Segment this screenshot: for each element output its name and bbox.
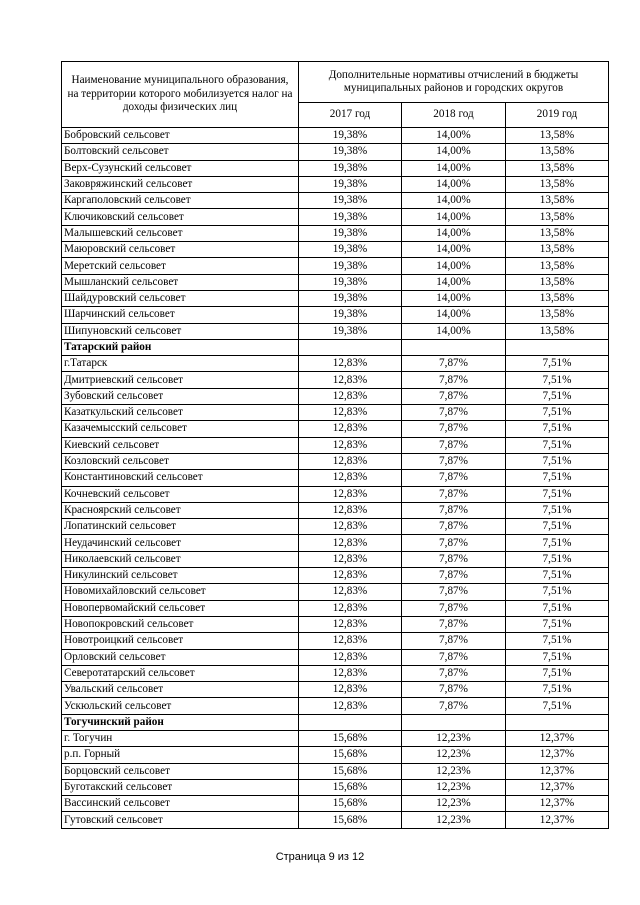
norm-value-2017: 12,83% [299, 551, 402, 567]
norm-value-2017: 12,83% [299, 453, 402, 469]
table-header [62, 62, 609, 128]
norm-value-2019: 7,51% [506, 535, 609, 551]
header-year-2017: 2017 год [299, 103, 402, 128]
table-row [62, 160, 609, 176]
table-row [62, 519, 609, 535]
municipality-name: Буготакский сельсовет [62, 779, 299, 795]
table-row [62, 128, 609, 144]
table-row [62, 290, 609, 306]
table-row [62, 600, 609, 616]
norm-value-2018: 7,87% [402, 535, 506, 551]
norm-value-2018: 7,87% [402, 519, 506, 535]
norm-value-2018: 7,87% [402, 470, 506, 486]
municipality-name: Лопатинский сельсовет [62, 519, 299, 535]
norm-value-2017: 12,83% [299, 421, 402, 437]
norm-value-2019: 7,51% [506, 649, 609, 665]
norm-value-2017: 12,83% [299, 470, 402, 486]
norm-value-2019: 7,51% [506, 405, 609, 421]
municipality-name: Мышланский сельсовет [62, 274, 299, 290]
norm-value-2017: 19,38% [299, 225, 402, 241]
table-row [62, 372, 609, 388]
norm-value-2018: 7,87% [402, 356, 506, 372]
municipality-name: Каргаполовский сельсовет [62, 193, 299, 209]
norm-value-2018: 14,00% [402, 193, 506, 209]
norm-value-2017: 12,83% [299, 665, 402, 681]
norm-value-2018: 7,87% [402, 486, 506, 502]
district-row [62, 714, 609, 730]
page-number: Страница 9 из 12 [275, 851, 365, 863]
norm-value-2019: 12,37% [506, 796, 609, 812]
norm-value-2019: 7,51% [506, 698, 609, 714]
district-name: Татарский район [62, 339, 299, 355]
norm-value-2017: 19,38% [299, 290, 402, 306]
norm-value-2018: 7,87% [402, 600, 506, 616]
municipality-name: Малышевский сельсовет [62, 225, 299, 241]
norm-value-2017: 12,83% [299, 649, 402, 665]
norm-value-2019: 13,58% [506, 160, 609, 176]
norm-value-2019: 7,51% [506, 519, 609, 535]
header-year-2019: 2019 год [506, 103, 609, 128]
norm-value-2018: 12,23% [402, 763, 506, 779]
table-row [62, 665, 609, 681]
municipality-name: Козловский сельсовет [62, 453, 299, 469]
norm-value-2017: 12,83% [299, 535, 402, 551]
norm-value-2019: 12,37% [506, 812, 609, 828]
district-name: Тогучинский район [62, 714, 299, 730]
norm-value-2017 [299, 714, 402, 730]
table-row [62, 421, 609, 437]
norm-value-2019: 7,51% [506, 486, 609, 502]
norm-value-2018: 7,87% [402, 551, 506, 567]
norm-value-2017: 19,38% [299, 258, 402, 274]
norm-value-2019: 7,51% [506, 568, 609, 584]
municipality-name: г. Тогучин [62, 730, 299, 746]
norm-value-2018: 7,87% [402, 698, 506, 714]
norm-value-2017: 15,68% [299, 812, 402, 828]
table-row [62, 405, 609, 421]
norm-value-2019: 7,51% [506, 584, 609, 600]
norm-value-2018: 7,87% [402, 372, 506, 388]
municipality-name: Зубовский сельсовет [62, 388, 299, 404]
table-row [62, 225, 609, 241]
table-row [62, 176, 609, 192]
table-row [62, 584, 609, 600]
table-row [62, 437, 609, 453]
norm-value-2018: 7,87% [402, 437, 506, 453]
municipality-name: Шарчинский сельсовет [62, 307, 299, 323]
norm-value-2019: 12,37% [506, 779, 609, 795]
table-row [62, 307, 609, 323]
norm-value-2017: 19,38% [299, 274, 402, 290]
norm-value-2017: 19,38% [299, 128, 402, 144]
municipality-name: Красноярский сельсовет [62, 502, 299, 518]
table-row [62, 812, 609, 828]
table-body [62, 128, 609, 829]
norm-value-2017 [299, 339, 402, 355]
norm-value-2018: 7,87% [402, 682, 506, 698]
table-row [62, 470, 609, 486]
norm-value-2018: 12,23% [402, 796, 506, 812]
norm-value-2019: 7,51% [506, 551, 609, 567]
norm-value-2018: 7,87% [402, 649, 506, 665]
norm-value-2019: 13,58% [506, 258, 609, 274]
table-row [62, 193, 609, 209]
norm-value-2019: 13,58% [506, 307, 609, 323]
municipality-name: Шипуновский сельсовет [62, 323, 299, 339]
norm-value-2019: 7,51% [506, 616, 609, 632]
norm-value-2017: 19,38% [299, 242, 402, 258]
norm-value-2017: 12,83% [299, 519, 402, 535]
norm-value-2017: 15,68% [299, 779, 402, 795]
table-row [62, 698, 609, 714]
norm-value-2017: 12,83% [299, 698, 402, 714]
municipality-name: Киевский сельсовет [62, 437, 299, 453]
norm-value-2019: 13,58% [506, 274, 609, 290]
norm-value-2019: 7,51% [506, 453, 609, 469]
table-row [62, 535, 609, 551]
table-row [62, 388, 609, 404]
norm-value-2019: 13,58% [506, 209, 609, 225]
norm-value-2018: 7,87% [402, 616, 506, 632]
table-row [62, 682, 609, 698]
norm-value-2019: 7,51% [506, 682, 609, 698]
norm-value-2017: 15,68% [299, 796, 402, 812]
table-row [62, 779, 609, 795]
norm-value-2018: 14,00% [402, 160, 506, 176]
norm-value-2018: 12,23% [402, 779, 506, 795]
municipality-name: Неудачинский сельсовет [62, 535, 299, 551]
norm-value-2018: 12,23% [402, 747, 506, 763]
table-row [62, 763, 609, 779]
norm-value-2019: 13,58% [506, 176, 609, 192]
norm-value-2019: 7,51% [506, 437, 609, 453]
municipality-name: Николаевский сельсовет [62, 551, 299, 567]
norm-value-2018: 12,23% [402, 730, 506, 746]
table-row [62, 633, 609, 649]
norm-value-2017: 12,83% [299, 405, 402, 421]
norm-value-2019: 12,37% [506, 763, 609, 779]
municipality-name: Меретский сельсовет [62, 258, 299, 274]
table-row [62, 551, 609, 567]
norm-value-2018: 14,00% [402, 209, 506, 225]
header-norms: Дополнительные нормативы отчислений в бюджеты муниципальных районов и городских округов [299, 62, 609, 103]
norm-value-2017: 12,83% [299, 502, 402, 518]
norm-value-2017: 19,38% [299, 323, 402, 339]
municipality-name: Заковряжинский сельсовет [62, 176, 299, 192]
municipality-name: Никулинский сельсовет [62, 568, 299, 584]
norm-value-2019: 7,51% [506, 421, 609, 437]
norm-value-2018: 14,00% [402, 144, 506, 160]
header-municipality: Наименование муниципального образования, на территории которого мобилизуется налог на доходы физических лиц [62, 62, 299, 128]
municipality-name: Дмитриевский сельсовет [62, 372, 299, 388]
header-year-2018: 2018 год [402, 103, 506, 128]
norm-value-2017: 15,68% [299, 747, 402, 763]
municipality-name: Ключиковский сельсовет [62, 209, 299, 225]
municipality-name: Новотроицкий сельсовет [62, 633, 299, 649]
norm-value-2018: 14,00% [402, 176, 506, 192]
norm-value-2018: 7,87% [402, 421, 506, 437]
municipality-name: Верх-Сузунский сельсовет [62, 160, 299, 176]
norm-value-2019 [506, 339, 609, 355]
table-row [62, 568, 609, 584]
norm-value-2018: 12,23% [402, 812, 506, 828]
norm-value-2017: 19,38% [299, 307, 402, 323]
norm-value-2018: 14,00% [402, 307, 506, 323]
table-row [62, 144, 609, 160]
tax-norms-table [61, 61, 609, 829]
table-row [62, 453, 609, 469]
norm-value-2017: 19,38% [299, 144, 402, 160]
municipality-name: г.Татарск [62, 356, 299, 372]
municipality-name: Орловский сельсовет [62, 649, 299, 665]
norm-value-2018: 7,87% [402, 388, 506, 404]
municipality-name: Шайдуровский сельсовет [62, 290, 299, 306]
district-row [62, 339, 609, 355]
norm-value-2017: 19,38% [299, 176, 402, 192]
table-row [62, 258, 609, 274]
norm-value-2019: 7,51% [506, 665, 609, 681]
norm-value-2017: 15,68% [299, 730, 402, 746]
table-row [62, 356, 609, 372]
norm-value-2019: 7,51% [506, 372, 609, 388]
norm-value-2018: 7,87% [402, 453, 506, 469]
norm-value-2018 [402, 714, 506, 730]
norm-value-2019: 13,58% [506, 144, 609, 160]
norm-value-2017: 12,83% [299, 388, 402, 404]
municipality-name: р.п. Горный [62, 747, 299, 763]
table-row [62, 502, 609, 518]
norm-value-2017: 12,83% [299, 437, 402, 453]
norm-value-2019: 7,51% [506, 470, 609, 486]
norm-value-2019: 7,51% [506, 600, 609, 616]
norm-value-2018: 7,87% [402, 502, 506, 518]
norm-value-2018: 14,00% [402, 290, 506, 306]
norm-value-2018: 14,00% [402, 225, 506, 241]
norm-value-2018 [402, 339, 506, 355]
table-row [62, 209, 609, 225]
norm-value-2019: 7,51% [506, 502, 609, 518]
norm-value-2019: 12,37% [506, 747, 609, 763]
norm-value-2017: 12,83% [299, 616, 402, 632]
norm-value-2019: 12,37% [506, 730, 609, 746]
table-row [62, 747, 609, 763]
norm-value-2017: 19,38% [299, 160, 402, 176]
norm-value-2017: 12,83% [299, 356, 402, 372]
municipality-name: Казачемысский сельсовет [62, 421, 299, 437]
municipality-name: Новомихайловский сельсовет [62, 584, 299, 600]
municipality-name: Маюровский сельсовет [62, 242, 299, 258]
norm-value-2018: 7,87% [402, 584, 506, 600]
norm-value-2019: 7,51% [506, 388, 609, 404]
municipality-name: Новопервомайский сельсовет [62, 600, 299, 616]
municipality-name: Новопокровский сельсовет [62, 616, 299, 632]
municipality-name: Бобровский сельсовет [62, 128, 299, 144]
norm-value-2018: 14,00% [402, 128, 506, 144]
municipality-name: Болтовский сельсовет [62, 144, 299, 160]
norm-value-2017: 12,83% [299, 486, 402, 502]
municipality-name: Ускюльский сельсовет [62, 698, 299, 714]
table-row [62, 616, 609, 632]
norm-value-2019: 7,51% [506, 356, 609, 372]
norm-value-2018: 7,87% [402, 665, 506, 681]
table-row [62, 649, 609, 665]
table-row [62, 242, 609, 258]
norm-value-2017: 12,83% [299, 372, 402, 388]
norm-value-2019 [506, 714, 609, 730]
norm-value-2018: 14,00% [402, 258, 506, 274]
norm-value-2018: 7,87% [402, 405, 506, 421]
municipality-name: Кочневский сельсовет [62, 486, 299, 502]
norm-value-2018: 14,00% [402, 274, 506, 290]
norm-value-2017: 12,83% [299, 600, 402, 616]
norm-value-2017: 12,83% [299, 633, 402, 649]
norm-value-2017: 12,83% [299, 584, 402, 600]
norm-value-2017: 15,68% [299, 763, 402, 779]
table-row [62, 730, 609, 746]
norm-value-2017: 19,38% [299, 209, 402, 225]
municipality-name: Увальский сельсовет [62, 682, 299, 698]
table-row [62, 274, 609, 290]
norm-value-2017: 12,83% [299, 682, 402, 698]
municipality-name: Северотатарский сельсовет [62, 665, 299, 681]
norm-value-2018: 14,00% [402, 323, 506, 339]
norm-value-2018: 7,87% [402, 633, 506, 649]
norm-value-2019: 13,58% [506, 290, 609, 306]
norm-value-2019: 13,58% [506, 323, 609, 339]
municipality-name: Вассинский сельсовет [62, 796, 299, 812]
document-page [61, 61, 609, 829]
norm-value-2017: 12,83% [299, 568, 402, 584]
norm-value-2019: 13,58% [506, 128, 609, 144]
norm-value-2019: 7,51% [506, 633, 609, 649]
norm-value-2018: 14,00% [402, 242, 506, 258]
norm-value-2018: 7,87% [402, 568, 506, 584]
municipality-name: Гутовский сельсовет [62, 812, 299, 828]
norm-value-2019: 13,58% [506, 193, 609, 209]
norm-value-2017: 19,38% [299, 193, 402, 209]
municipality-name: Борцовский сельсовет [62, 763, 299, 779]
table-row [62, 796, 609, 812]
municipality-name: Казаткульский сельсовет [62, 405, 299, 421]
table-row [62, 323, 609, 339]
norm-value-2019: 13,58% [506, 242, 609, 258]
municipality-name: Константиновский сельсовет [62, 470, 299, 486]
table-row [62, 486, 609, 502]
norm-value-2019: 13,58% [506, 225, 609, 241]
